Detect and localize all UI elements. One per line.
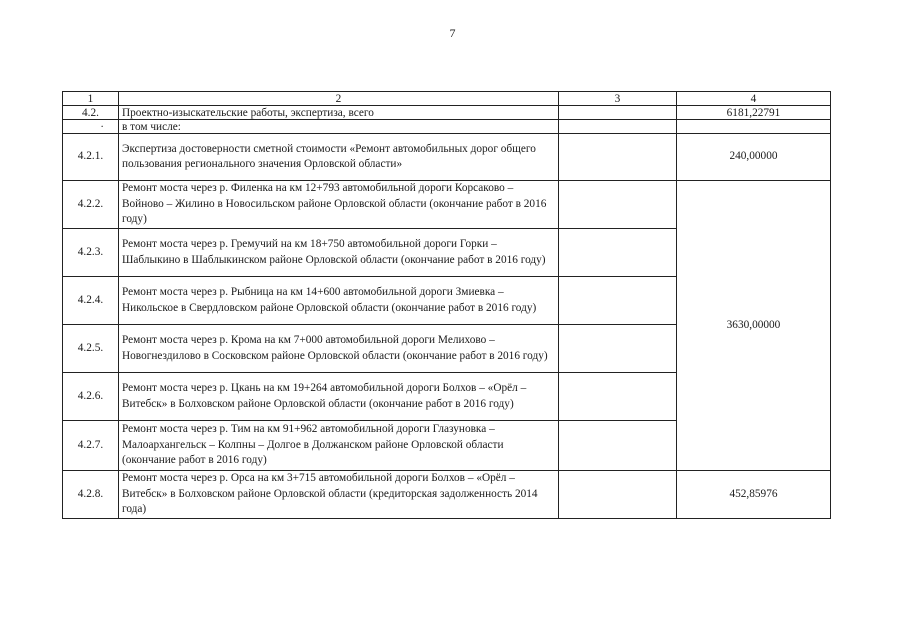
row-amount: 452,85976: [677, 471, 831, 519]
page-number: 7: [449, 26, 456, 40]
table-row: [63, 106, 831, 120]
header-cell: 1: [63, 92, 119, 106]
table-row: [63, 471, 831, 519]
row-description: в том числе:: [119, 120, 559, 134]
row-col3: [559, 373, 677, 421]
row-col3: [559, 421, 677, 471]
merged-amount: 3630,00000: [677, 181, 831, 471]
row-description: Ремонт моста через р. Цкань на км 19+264 автомобильной дороги Болхов – «Орёл – Витебск» в Болховском районе Орловской области (окончание работ в 2016 году): [119, 373, 559, 421]
row-number: 4.2.7.: [63, 421, 119, 471]
row-number: 4.2.6.: [63, 373, 119, 421]
row-col3: [559, 106, 677, 120]
row-col3: [559, 277, 677, 325]
row-col3: [559, 325, 677, 373]
row-number: 4.2.4.: [63, 277, 119, 325]
row-col3: [559, 134, 677, 181]
row-description: Ремонт моста через р. Орса на км 3+715 автомобильной дороги Болхов – «Орёл – Витебск» в Болховском районе Орловской области (кредиторская задолженность 2014 года): [119, 471, 559, 519]
row-col3: [559, 471, 677, 519]
header-cell: 2: [119, 92, 559, 106]
table-row: [63, 181, 831, 229]
table-row: [63, 134, 831, 181]
budget-table: [62, 91, 831, 519]
header-cell: 3: [559, 92, 677, 106]
row-number: 4.2.1.: [63, 134, 119, 181]
row-amount: [677, 120, 831, 134]
row-description: Ремонт моста через р. Филенка на км 12+793 автомобильной дороги Корсаково – Войново – Жилино в Новосильском районе Орловской области (окончание работ в 2016 году): [119, 181, 559, 229]
row-description: Проектно-изыскательские работы, экспертиза, всего: [119, 106, 559, 120]
row-number: ·: [63, 120, 119, 134]
row-description: Ремонт моста через р. Тим на км 91+962 автомобильной дороги Глазуновка – Малоархангельск – Колпны – Долгое в Должанском районе Орловской области (окончание работ в 2016 году): [119, 421, 559, 471]
row-amount: 240,00000: [677, 134, 831, 181]
row-description: Ремонт моста через р. Рыбница на км 14+600 автомобильной дороги Змиевка – Никольское в Свердловском районе Орловской области (окончание работ в 2016 году): [119, 277, 559, 325]
row-col3: [559, 229, 677, 277]
row-number: 4.2.3.: [63, 229, 119, 277]
table-row: [63, 120, 831, 134]
row-number: 4.2.: [63, 106, 119, 120]
header-cell: 4: [677, 92, 831, 106]
row-number: 4.2.8.: [63, 471, 119, 519]
row-amount: 6181,22791: [677, 106, 831, 120]
row-number: 4.2.2.: [63, 181, 119, 229]
table-header-row: [63, 92, 831, 106]
row-description: Экспертиза достоверности сметной стоимости «Ремонт автомобильных дорог общего пользования регионального значения Орловской области»: [119, 134, 559, 181]
row-description: Ремонт моста через р. Гремучий на км 18+750 автомобильной дороги Горки – Шаблыкино в Шаблыкинском районе Орловской области (окончание работ в 2016 году): [119, 229, 559, 277]
row-col3: [559, 120, 677, 134]
row-number: 4.2.5.: [63, 325, 119, 373]
row-col3: [559, 181, 677, 229]
row-description: Ремонт моста через р. Крома на км 7+000 автомобильной дороги Мелихово – Новогнездилово в Сосковском районе Орловской области (окончание работ в 2016 году): [119, 325, 559, 373]
